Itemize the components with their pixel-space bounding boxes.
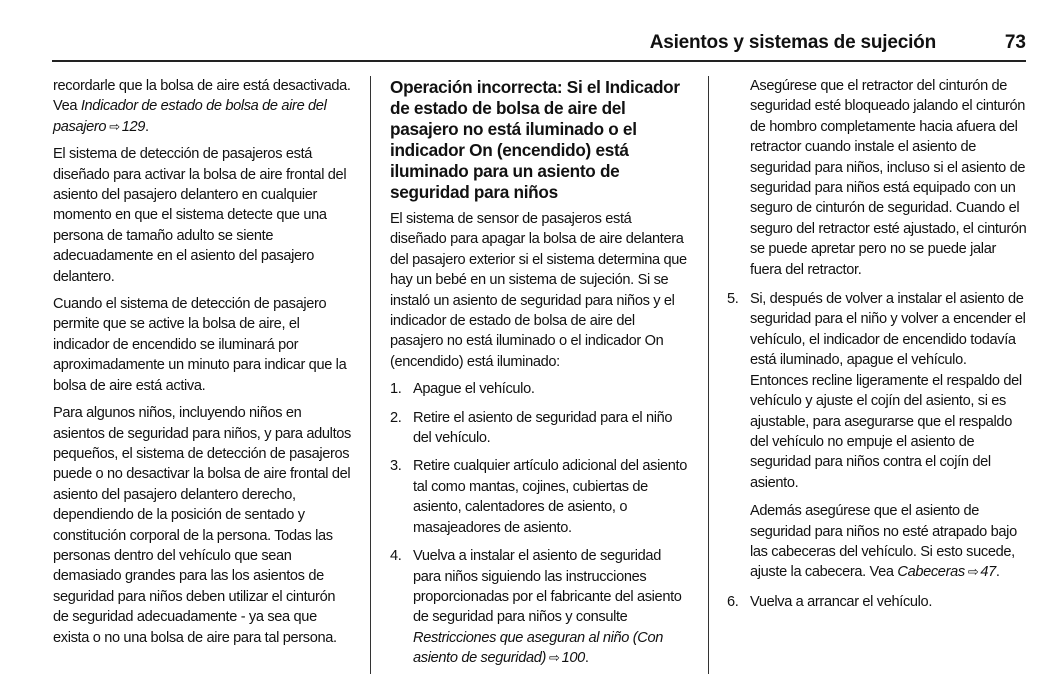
page-number: 73 <box>1004 32 1026 53</box>
page-header <box>0 0 1054 62</box>
cross-reference-page[interactable]: 100 <box>561 650 585 667</box>
step-number: 3. <box>390 458 402 475</box>
step-text: Retire el asiento de seguridad para el niño del vehículo. <box>413 409 673 447</box>
step-number: 2. <box>390 409 402 426</box>
cross-reference-link[interactable]: Restricciones que aseguran al niño (Con asiento de seguridad) <box>413 629 663 667</box>
step-item <box>727 592 1027 612</box>
step-item <box>390 456 690 538</box>
cross-reference-page[interactable]: 47 <box>980 564 996 581</box>
page-reference-arrow-icon: ⇨ <box>967 564 979 580</box>
subsection-heading: Operación incorrecta: Si el Indicador de estado de bolsa de aire del pasajero no está iluminado o el indicador On (encendido) está iluminado para un asiento de seguridad para niños <box>390 77 680 202</box>
step-number: 4. <box>390 548 402 565</box>
cross-reference-page[interactable]: 129 <box>121 118 146 135</box>
step-item: 4. Vuelva a instalar el asiento de seguridad para niños siguiendo las instrucciones proporcionadas por el fabricante del asiento de seguridad para niños y consulte Restricciones que aseguran al niño (Con asiento de seguridad) ⇨ 100. <box>390 546 690 668</box>
step-number: 1. <box>390 381 402 398</box>
step-number: 6. <box>727 593 739 610</box>
step-continuation: Además asegúrese que el asiento de seguridad para niños no esté atrapado bajo las cabeceras del vehículo. Si esto sucede, ajuste la cabecera. Vea Cabeceras ⇨ 47. <box>727 501 1027 583</box>
step-text: Apague el vehículo. <box>413 381 535 398</box>
page-reference-arrow-icon: ⇨ <box>109 118 120 134</box>
step-text: Vuelva a instalar el asiento de seguridad para niños siguiendo las instrucciones proporcionadas por el fabricante del asiento de seguridad para niños y consulte <box>413 548 682 626</box>
column-divider-2 <box>708 76 709 674</box>
step-text: Si, después de volver a instalar el asiento de seguridad para el niño y volver a encender el vehículo, el indicador de encendido todavía está iluminado, apague el vehículo. Entonces recline ligeramente el respaldo del vehículo y ajuste el cojín del asiento, si es ajustable, para asegurarse que el respaldo del vehículo no empuje el asiento de seguridad para niños contra el cojín del asiento. <box>750 291 1026 491</box>
paragraph: Cuando el sistema de detección de pasajero permite que se active la bolsa de aire, el indicador de encendido se iluminará por aproximadamente un minuto para indicar que la bolsa de aire está activa. <box>53 296 347 394</box>
step-item <box>727 289 1027 493</box>
column-1 <box>53 76 353 655</box>
header-divider <box>52 60 1026 62</box>
step-text: Retire cualquier artículo adicional del asiento tal como mantas, cojines, cubiertas de asiento, calentadores de asiento, o masajeadores de asiento. <box>413 458 687 536</box>
column-3 <box>727 76 1027 620</box>
procedure-steps <box>390 379 690 668</box>
step-continuation: Asegúrese que el retractor del cinturón de seguridad esté bloqueado jalando el cinturón de hombro completamente hacia afuera del retractor cuando instale el asiento de seguridad para niños, incluso si el asiento de seguridad para niños está equipado con un seguro de cinturón de seguridad. Cuando el seguro del retractor esté ajustado, el cinturón se puede apretar pero no se puede jalar fuera del retractor. <box>750 78 1027 278</box>
step-item <box>390 408 690 449</box>
step-number: 5. <box>727 291 739 308</box>
cross-reference-link[interactable]: Indicador de estado de bolsa de aire del pasajero <box>53 98 327 135</box>
column-divider-1 <box>370 76 371 674</box>
step-text: Vuelva a arrancar el vehículo. <box>750 593 933 610</box>
paragraph: Para algunos niños, incluyendo niños en asientos de seguridad para niños, y para adultos pequeños, el sistema de detección de pasajeros puede o no desactivar la bolsa de aire frontal del asiento del pasajero delantero derecho, dependiendo de la posición de sentado y constitución corporal de la persona. Todas las personas dentro del vehículo que sean demasiado grandes para las los asientos de seguridad para niños deben utilizar el cinturón de seguridad adecuadamente - ya sea que exista o no una bolsa de aire para tal persona. <box>53 405 351 646</box>
step-item <box>390 379 690 399</box>
section-title: Asientos y sistemas de sujeción <box>649 32 936 53</box>
cross-reference-link[interactable]: Cabeceras <box>897 564 965 581</box>
page-reference-arrow-icon: ⇨ <box>549 650 560 666</box>
paragraph: El sistema de detección de pasajeros está diseñado para activar la bolsa de aire frontal del asiento del pasajero delantero en cualquier momento en que el sistema detecte que una persona de tamaño adulto se siente adecuadamente en el asiento del pasajero delantero. <box>53 146 347 285</box>
paragraph: El sistema de sensor de pasajeros está diseñado para apagar la bolsa de aire delantera del pasajero exterior si el sistema determina que hay un bebé en un sistema de sujeción. Si se instaló un asiento de seguridad para niños y el indicador de estado de bolsa de aire del pasajero no está iluminado o el indicador On (encendido) está iluminado: <box>390 211 687 370</box>
paragraph: recordarle que la bolsa de aire está desactivada. Vea Indicador de estado de bolsa de aire del pasajero ⇨ 129. <box>53 76 353 137</box>
column-2 <box>390 76 690 677</box>
